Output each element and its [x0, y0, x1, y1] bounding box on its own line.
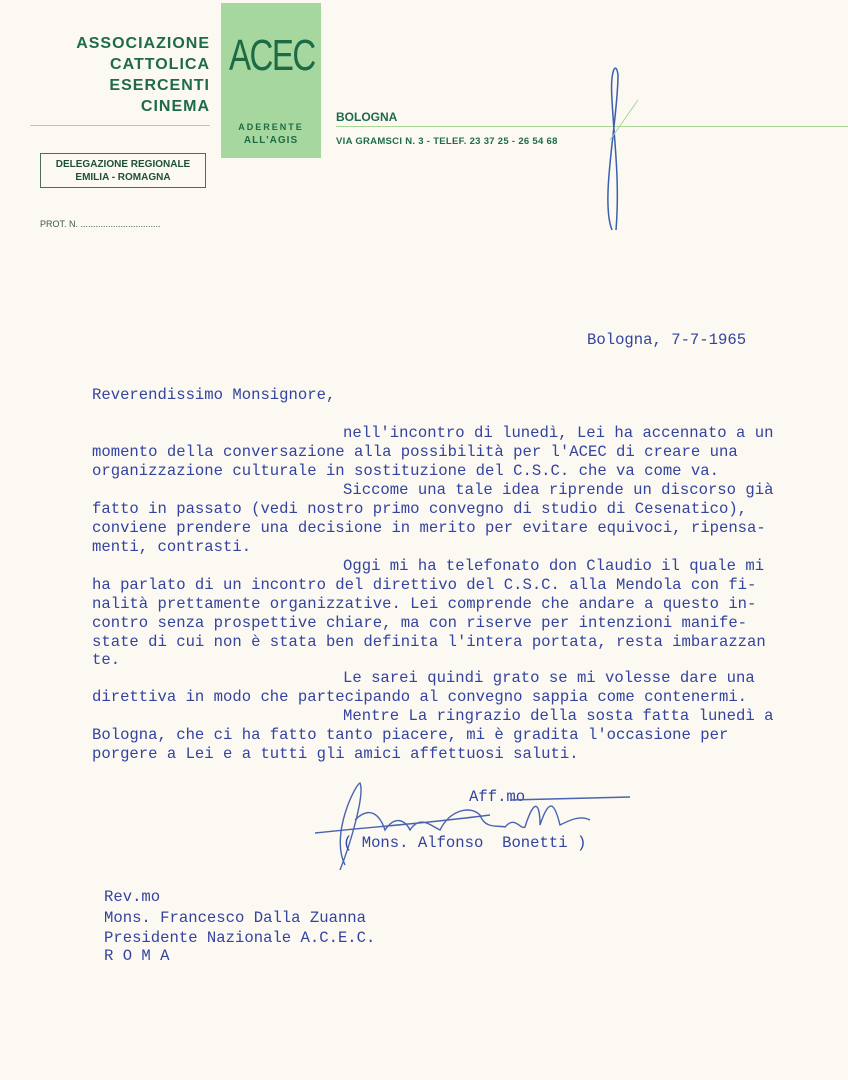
body-line: porgere a Lei e a tutti gli amici affettuosi saluti. — [92, 745, 579, 763]
recipient-line: R O M A — [104, 947, 170, 965]
body-line: Siccome una tale idea riprende un discorso già — [343, 481, 774, 499]
body-line: Mentre La ringrazio della sosta fatta lunedì a — [343, 707, 774, 725]
address: VIA GRAMSCI N. 3 - TELEF. 23 37 25 - 26 54 68 — [336, 136, 558, 147]
closing: Aff.mo — [469, 788, 526, 806]
body-line: nalità prettamente organizzative. Lei comprende che andare a questo in- — [92, 595, 757, 613]
organization-name — [76, 33, 210, 117]
org-line: ASSOCIAZIONE — [76, 35, 210, 52]
body-line: state di cui non è stata ben definita l'intera portata, resta imbarazzan — [92, 633, 766, 651]
letter-date: Bologna, 7-7-1965 — [587, 331, 747, 349]
body-line: organizzazione culturale in sostituzione del C.S.C. che va come va. — [92, 462, 719, 480]
logo-sub-line: ADERENTE — [238, 122, 304, 132]
delegation-line: DELEGAZIONE REGIONALE — [55, 159, 191, 170]
delegation-line: EMILIA - ROMAGNA — [75, 172, 171, 183]
recipient-line: Rev.mo — [104, 888, 161, 906]
body-line: ha parlato di un incontro del direttivo del C.S.C. alla Mendola con fi- — [92, 576, 757, 594]
body-line: direttiva in modo che partecipando al convegno sappia come contenermi. — [92, 688, 748, 706]
body-line: momento della conversazione alla possibilità per l'ACEC di creare una — [92, 443, 738, 461]
body-line: menti, contrasti. — [92, 538, 252, 556]
protocol-number: PROT. N. ................................ — [40, 219, 161, 229]
body-line: conviene prendere una decisione in merito per evitare equivoci, ripensa- — [92, 519, 766, 537]
org-line: CINEMA — [140, 98, 210, 115]
recipient-line: Presidente Nazionale A.C.E.C. — [104, 929, 376, 947]
recipient-line: Mons. Francesco Dalla Zuanna — [104, 909, 367, 927]
org-line: ESERCENTI — [109, 77, 210, 94]
typed-signature: ( Mons. Alfonso Bonetti ) — [343, 834, 587, 852]
divider — [30, 125, 210, 126]
pen-mark — [590, 60, 640, 235]
city: BOLOGNA — [336, 110, 398, 124]
body-line: Oggi mi ha telefonato don Claudio il quale mi — [343, 557, 765, 575]
body-line: Le sarei quindi grato se mi volesse dare una — [343, 669, 755, 687]
acec-logo — [221, 3, 321, 158]
logo-text: ACEC — [229, 31, 315, 80]
handwritten-signature — [310, 775, 640, 875]
delegation-box — [40, 153, 206, 188]
org-line: CATTOLICA — [110, 56, 210, 73]
body-line: contro senza prospettive chiare, ma con riserve per intenzioni manife- — [92, 614, 748, 632]
body-line: nell'incontro di lunedì, Lei ha accennato a un — [343, 424, 774, 442]
body-line: Bologna, che ci ha fatto tanto piacere, mi è gradita l'occasione per — [92, 726, 729, 744]
body-line: te. — [92, 651, 121, 669]
logo-subtitle — [221, 120, 321, 148]
body-line: fatto in passato (vedi nostro primo convegno di studio di Cesenatico), — [92, 500, 748, 518]
salutation: Reverendissimo Monsignore, — [92, 386, 336, 404]
logo-sub-line: ALL'AGIS — [243, 135, 299, 146]
